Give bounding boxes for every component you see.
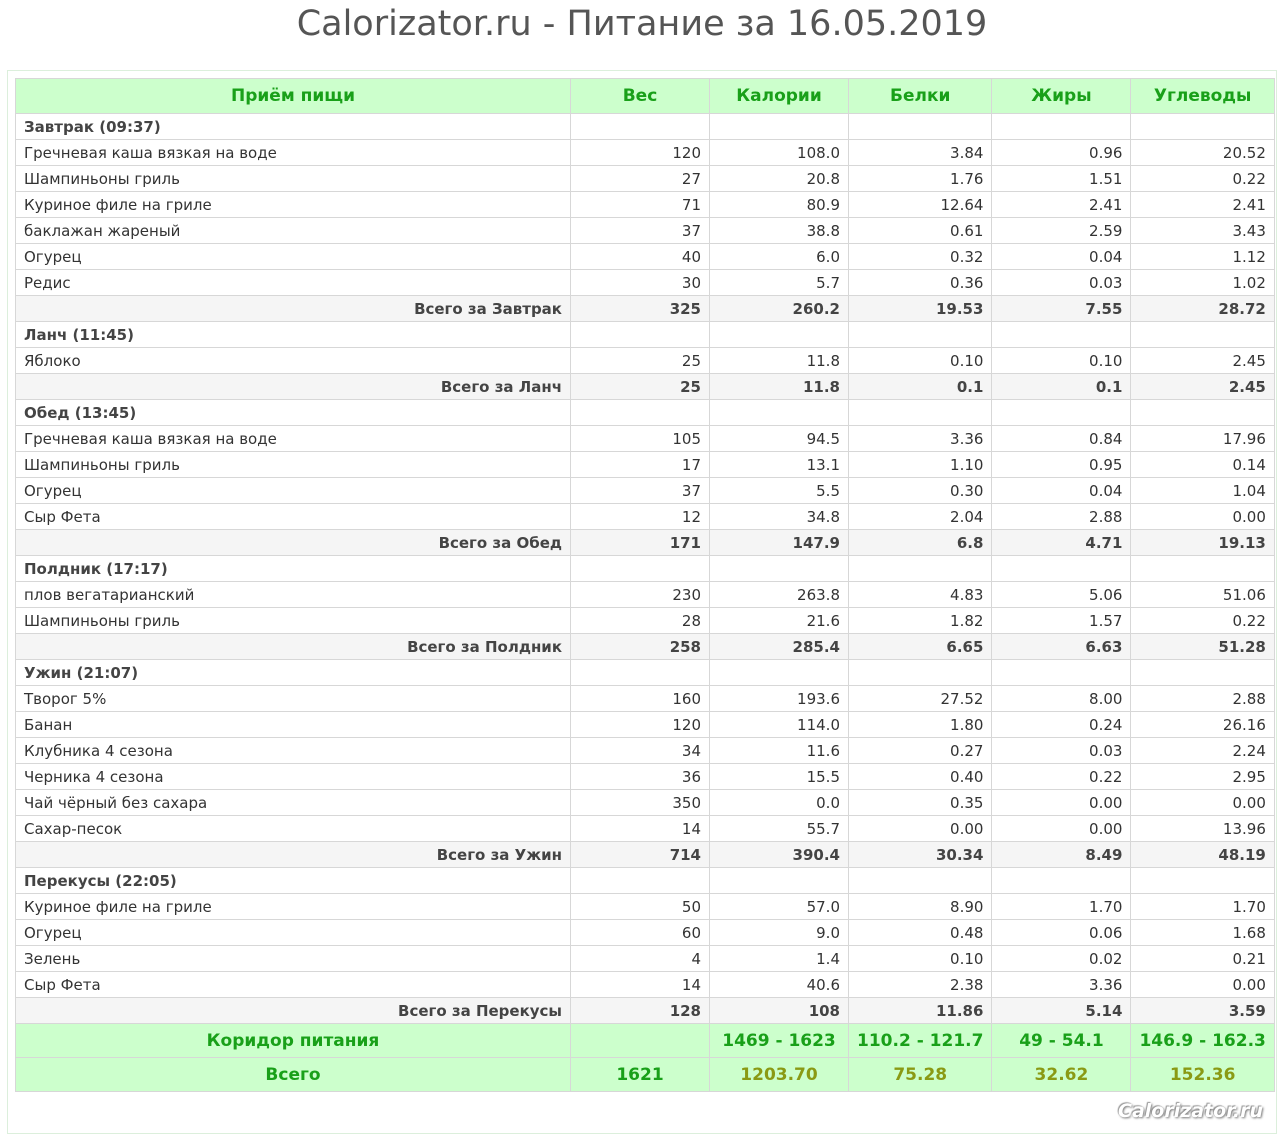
meal-name: Завтрак (09:37) <box>16 114 571 140</box>
food-weight: 27 <box>571 166 710 192</box>
food-fat: 0.24 <box>992 712 1131 738</box>
food-weight: 105 <box>571 426 710 452</box>
food-carbs: 2.88 <box>1131 686 1274 712</box>
corridor-row <box>16 1024 1275 1058</box>
page-title: Calorizator.ru - Питание за 16.05.2019 <box>296 4 988 44</box>
nutrition-table <box>15 78 1275 1092</box>
food-weight: 14 <box>571 972 710 998</box>
food-fat: 0.04 <box>992 478 1131 504</box>
food-row <box>16 764 1275 790</box>
food-protein: 0.30 <box>849 478 992 504</box>
meal-total-name: Всего за Завтрак <box>16 296 571 322</box>
food-carbs: 0.22 <box>1131 608 1274 634</box>
meal-total-fat: 8.49 <box>992 842 1131 868</box>
food-carbs: 1.70 <box>1131 894 1274 920</box>
meal-total-weight: 171 <box>571 530 710 556</box>
header-protein[interactable]: Белки <box>849 79 992 114</box>
empty-cell <box>992 660 1131 686</box>
food-name: Огурец <box>16 478 571 504</box>
food-protein: 1.76 <box>849 166 992 192</box>
food-fat: 1.57 <box>992 608 1131 634</box>
food-fat: 1.51 <box>992 166 1131 192</box>
grand-total-protein: 75.28 <box>849 1058 992 1092</box>
food-row <box>16 816 1275 842</box>
meal-total-fat: 4.71 <box>992 530 1131 556</box>
grand-total-label: Всего <box>16 1058 571 1092</box>
empty-cell <box>992 114 1131 140</box>
food-weight: 28 <box>571 608 710 634</box>
food-calories: 38.8 <box>710 218 849 244</box>
food-protein: 0.48 <box>849 920 992 946</box>
food-carbs: 3.43 <box>1131 218 1274 244</box>
food-weight: 71 <box>571 192 710 218</box>
food-carbs: 1.04 <box>1131 478 1274 504</box>
empty-cell <box>1131 114 1274 140</box>
food-protein: 0.40 <box>849 764 992 790</box>
food-fat: 0.04 <box>992 244 1131 270</box>
meal-total-carbs: 28.72 <box>1131 296 1274 322</box>
food-name: Огурец <box>16 920 571 946</box>
empty-cell <box>1131 660 1274 686</box>
food-calories: 108.0 <box>710 140 849 166</box>
food-row <box>16 920 1275 946</box>
food-carbs: 20.52 <box>1131 140 1274 166</box>
meal-header-row <box>16 660 1275 686</box>
food-protein: 3.84 <box>849 140 992 166</box>
empty-cell <box>992 400 1131 426</box>
meal-total-calories: 147.9 <box>710 530 849 556</box>
food-protein: 0.00 <box>849 816 992 842</box>
food-calories: 15.5 <box>710 764 849 790</box>
meal-total-fat: 7.55 <box>992 296 1131 322</box>
meal-total-carbs: 2.45 <box>1131 374 1274 400</box>
meal-total-calories: 390.4 <box>710 842 849 868</box>
food-fat: 0.00 <box>992 790 1131 816</box>
food-name: баклажан жареный <box>16 218 571 244</box>
food-carbs: 0.14 <box>1131 452 1274 478</box>
meal-total-weight: 258 <box>571 634 710 660</box>
meal-name: Ужин (21:07) <box>16 660 571 686</box>
header-calories[interactable]: Калории <box>710 79 849 114</box>
food-weight: 4 <box>571 946 710 972</box>
meal-total-carbs: 19.13 <box>1131 530 1274 556</box>
empty-cell <box>710 556 849 582</box>
food-weight: 37 <box>571 478 710 504</box>
empty-cell <box>1131 322 1274 348</box>
meal-total-protein: 11.86 <box>849 998 992 1024</box>
empty-cell <box>1131 400 1274 426</box>
food-row <box>16 738 1275 764</box>
meal-total-calories: 11.8 <box>710 374 849 400</box>
food-name: Черника 4 сезона <box>16 764 571 790</box>
corridor-protein: 110.2 - 121.7 <box>849 1024 992 1058</box>
empty-cell <box>571 114 710 140</box>
food-fat: 0.22 <box>992 764 1131 790</box>
empty-cell <box>849 114 992 140</box>
food-name: плов вегатарианский <box>16 582 571 608</box>
food-calories: 94.5 <box>710 426 849 452</box>
food-weight: 25 <box>571 348 710 374</box>
food-calories: 114.0 <box>710 712 849 738</box>
food-carbs: 51.06 <box>1131 582 1274 608</box>
empty-cell <box>849 556 992 582</box>
food-fat: 2.59 <box>992 218 1131 244</box>
food-fat: 0.00 <box>992 816 1131 842</box>
empty-cell <box>849 322 992 348</box>
meal-total-carbs: 51.28 <box>1131 634 1274 660</box>
empty-cell <box>1131 556 1274 582</box>
food-fat: 2.41 <box>992 192 1131 218</box>
meal-total-carbs: 48.19 <box>1131 842 1274 868</box>
meal-total-carbs: 3.59 <box>1131 998 1274 1024</box>
food-calories: 13.1 <box>710 452 849 478</box>
food-row <box>16 712 1275 738</box>
empty-cell <box>571 556 710 582</box>
food-calories: 5.7 <box>710 270 849 296</box>
food-carbs: 13.96 <box>1131 816 1274 842</box>
grand-total-calories: 1203.70 <box>710 1058 849 1092</box>
food-protein: 0.27 <box>849 738 992 764</box>
meal-header-row <box>16 114 1275 140</box>
food-fat: 8.00 <box>992 686 1131 712</box>
food-row <box>16 452 1275 478</box>
food-protein: 0.10 <box>849 348 992 374</box>
header-row <box>16 79 1275 114</box>
food-name: Куриное филе на гриле <box>16 192 571 218</box>
food-row <box>16 270 1275 296</box>
meal-total-row <box>16 634 1275 660</box>
food-row <box>16 140 1275 166</box>
food-calories: 11.8 <box>710 348 849 374</box>
food-calories: 20.8 <box>710 166 849 192</box>
food-weight: 160 <box>571 686 710 712</box>
empty-cell <box>571 660 710 686</box>
header-meal[interactable]: Приём пищи <box>16 79 571 114</box>
meal-name: Обед (13:45) <box>16 400 571 426</box>
food-protein: 0.32 <box>849 244 992 270</box>
food-protein: 8.90 <box>849 894 992 920</box>
meal-total-protein: 0.1 <box>849 374 992 400</box>
meal-total-calories: 285.4 <box>710 634 849 660</box>
food-calories: 40.6 <box>710 972 849 998</box>
meal-total-fat: 6.63 <box>992 634 1131 660</box>
food-row <box>16 894 1275 920</box>
food-fat: 2.88 <box>992 504 1131 530</box>
food-protein: 27.52 <box>849 686 992 712</box>
empty-cell <box>710 660 849 686</box>
meal-name: Перекусы (22:05) <box>16 868 571 894</box>
food-row <box>16 166 1275 192</box>
food-row <box>16 582 1275 608</box>
empty-cell <box>849 660 992 686</box>
meal-total-weight: 325 <box>571 296 710 322</box>
food-protein: 1.10 <box>849 452 992 478</box>
food-weight: 230 <box>571 582 710 608</box>
meal-total-row <box>16 530 1275 556</box>
food-fat: 0.06 <box>992 920 1131 946</box>
meal-total-name: Всего за Полдник <box>16 634 571 660</box>
food-protein: 0.35 <box>849 790 992 816</box>
empty-cell <box>992 556 1131 582</box>
food-weight: 40 <box>571 244 710 270</box>
empty-cell <box>710 400 849 426</box>
food-row <box>16 790 1275 816</box>
food-row <box>16 946 1275 972</box>
food-weight: 350 <box>571 790 710 816</box>
food-name: Шампиньоны гриль <box>16 608 571 634</box>
food-protein: 0.10 <box>849 946 992 972</box>
food-carbs: 0.00 <box>1131 972 1274 998</box>
food-fat: 3.36 <box>992 972 1131 998</box>
food-name: Банан <box>16 712 571 738</box>
food-carbs: 0.21 <box>1131 946 1274 972</box>
food-name: Клубника 4 сезона <box>16 738 571 764</box>
watermark-logo: Calorizator.ru <box>1118 1100 1264 1122</box>
empty-cell <box>571 868 710 894</box>
meal-total-row <box>16 374 1275 400</box>
empty-cell <box>710 114 849 140</box>
food-calories: 9.0 <box>710 920 849 946</box>
food-row <box>16 972 1275 998</box>
food-calories: 1.4 <box>710 946 849 972</box>
meal-name: Ланч (11:45) <box>16 322 571 348</box>
food-name: Редис <box>16 270 571 296</box>
food-row <box>16 192 1275 218</box>
empty-cell <box>571 322 710 348</box>
food-row <box>16 244 1275 270</box>
food-row <box>16 426 1275 452</box>
food-weight: 50 <box>571 894 710 920</box>
food-name: Гречневая каша вязкая на воде <box>16 426 571 452</box>
empty-cell <box>849 868 992 894</box>
grand-total-row <box>16 1058 1275 1092</box>
meal-total-name: Всего за Перекусы <box>16 998 571 1024</box>
food-calories: 6.0 <box>710 244 849 270</box>
food-protein: 1.82 <box>849 608 992 634</box>
food-row <box>16 478 1275 504</box>
food-weight: 17 <box>571 452 710 478</box>
meal-total-weight: 714 <box>571 842 710 868</box>
meal-total-fat: 0.1 <box>992 374 1131 400</box>
food-name: Яблоко <box>16 348 571 374</box>
grand-total-weight: 1621 <box>571 1058 710 1092</box>
food-name: Огурец <box>16 244 571 270</box>
food-weight: 30 <box>571 270 710 296</box>
corridor-calories: 1469 - 1623 <box>710 1024 849 1058</box>
food-row <box>16 504 1275 530</box>
food-calories: 263.8 <box>710 582 849 608</box>
food-weight: 60 <box>571 920 710 946</box>
food-protein: 3.36 <box>849 426 992 452</box>
food-calories: 5.5 <box>710 478 849 504</box>
empty-cell <box>710 322 849 348</box>
food-carbs: 17.96 <box>1131 426 1274 452</box>
header-fat[interactable]: Жиры <box>992 79 1131 114</box>
food-fat: 0.03 <box>992 738 1131 764</box>
food-fat: 0.10 <box>992 348 1131 374</box>
food-name: Сахар-песок <box>16 816 571 842</box>
food-fat: 0.02 <box>992 946 1131 972</box>
meal-header-row <box>16 868 1275 894</box>
food-fat: 0.95 <box>992 452 1131 478</box>
meal-total-name: Всего за Ужин <box>16 842 571 868</box>
meal-total-name: Всего за Обед <box>16 530 571 556</box>
food-fat: 0.96 <box>992 140 1131 166</box>
meal-header-row <box>16 400 1275 426</box>
food-carbs: 0.22 <box>1131 166 1274 192</box>
food-weight: 34 <box>571 738 710 764</box>
food-fat: 0.84 <box>992 426 1131 452</box>
food-calories: 21.6 <box>710 608 849 634</box>
food-weight: 120 <box>571 712 710 738</box>
empty-cell <box>1131 868 1274 894</box>
food-name: Сыр Фета <box>16 504 571 530</box>
meal-total-calories: 260.2 <box>710 296 849 322</box>
food-carbs: 1.12 <box>1131 244 1274 270</box>
food-calories: 193.6 <box>710 686 849 712</box>
meal-total-calories: 108 <box>710 998 849 1024</box>
food-protein: 0.36 <box>849 270 992 296</box>
food-carbs: 2.24 <box>1131 738 1274 764</box>
food-weight: 12 <box>571 504 710 530</box>
food-calories: 80.9 <box>710 192 849 218</box>
food-fat: 1.70 <box>992 894 1131 920</box>
meal-total-row <box>16 842 1275 868</box>
food-name: Шампиньоны гриль <box>16 452 571 478</box>
food-carbs: 1.02 <box>1131 270 1274 296</box>
corridor-carbs: 146.9 - 162.3 <box>1131 1024 1274 1058</box>
food-fat: 0.03 <box>992 270 1131 296</box>
food-protein: 12.64 <box>849 192 992 218</box>
food-fat: 5.06 <box>992 582 1131 608</box>
food-name: Гречневая каша вязкая на воде <box>16 140 571 166</box>
food-protein: 0.61 <box>849 218 992 244</box>
food-name: Шампиньоны гриль <box>16 166 571 192</box>
food-row <box>16 608 1275 634</box>
corridor-weight <box>571 1024 710 1058</box>
food-carbs: 0.00 <box>1131 504 1274 530</box>
meal-total-name: Всего за Ланч <box>16 374 571 400</box>
food-carbs: 2.41 <box>1131 192 1274 218</box>
food-calories: 11.6 <box>710 738 849 764</box>
meal-header-row <box>16 322 1275 348</box>
empty-cell <box>710 868 849 894</box>
empty-cell <box>992 322 1131 348</box>
food-carbs: 0.00 <box>1131 790 1274 816</box>
food-weight: 37 <box>571 218 710 244</box>
food-carbs: 2.95 <box>1131 764 1274 790</box>
meal-total-protein: 30.34 <box>849 842 992 868</box>
food-protein: 1.80 <box>849 712 992 738</box>
meal-total-protein: 6.65 <box>849 634 992 660</box>
grand-total-carbs: 152.36 <box>1131 1058 1274 1092</box>
food-carbs: 1.68 <box>1131 920 1274 946</box>
food-carbs: 26.16 <box>1131 712 1274 738</box>
empty-cell <box>849 400 992 426</box>
meal-name: Полдник (17:17) <box>16 556 571 582</box>
meal-total-protein: 6.8 <box>849 530 992 556</box>
meal-total-protein: 19.53 <box>849 296 992 322</box>
empty-cell <box>571 400 710 426</box>
food-weight: 120 <box>571 140 710 166</box>
corridor-fat: 49 - 54.1 <box>992 1024 1131 1058</box>
food-protein: 2.38 <box>849 972 992 998</box>
meal-total-weight: 128 <box>571 998 710 1024</box>
food-weight: 14 <box>571 816 710 842</box>
food-protein: 4.83 <box>849 582 992 608</box>
food-calories: 0.0 <box>710 790 849 816</box>
empty-cell <box>992 868 1131 894</box>
grand-total-fat: 32.62 <box>992 1058 1131 1092</box>
food-name: Чай чёрный без сахара <box>16 790 571 816</box>
food-calories: 57.0 <box>710 894 849 920</box>
meal-total-row <box>16 296 1275 322</box>
food-name: Сыр Фета <box>16 972 571 998</box>
header-weight[interactable]: Вес <box>571 79 710 114</box>
meal-total-fat: 5.14 <box>992 998 1131 1024</box>
meal-total-row <box>16 998 1275 1024</box>
food-name: Зелень <box>16 946 571 972</box>
meal-header-row <box>16 556 1275 582</box>
food-row <box>16 686 1275 712</box>
food-name: Творог 5% <box>16 686 571 712</box>
food-calories: 55.7 <box>710 816 849 842</box>
food-row <box>16 348 1275 374</box>
table-body <box>16 114 1275 1024</box>
food-row <box>16 218 1275 244</box>
header-carbs[interactable]: Углеводы <box>1131 79 1274 114</box>
food-calories: 34.8 <box>710 504 849 530</box>
food-weight: 36 <box>571 764 710 790</box>
food-protein: 2.04 <box>849 504 992 530</box>
food-name: Куриное филе на гриле <box>16 894 571 920</box>
food-carbs: 2.45 <box>1131 348 1274 374</box>
corridor-label: Коридор питания <box>16 1024 571 1058</box>
meal-total-weight: 25 <box>571 374 710 400</box>
